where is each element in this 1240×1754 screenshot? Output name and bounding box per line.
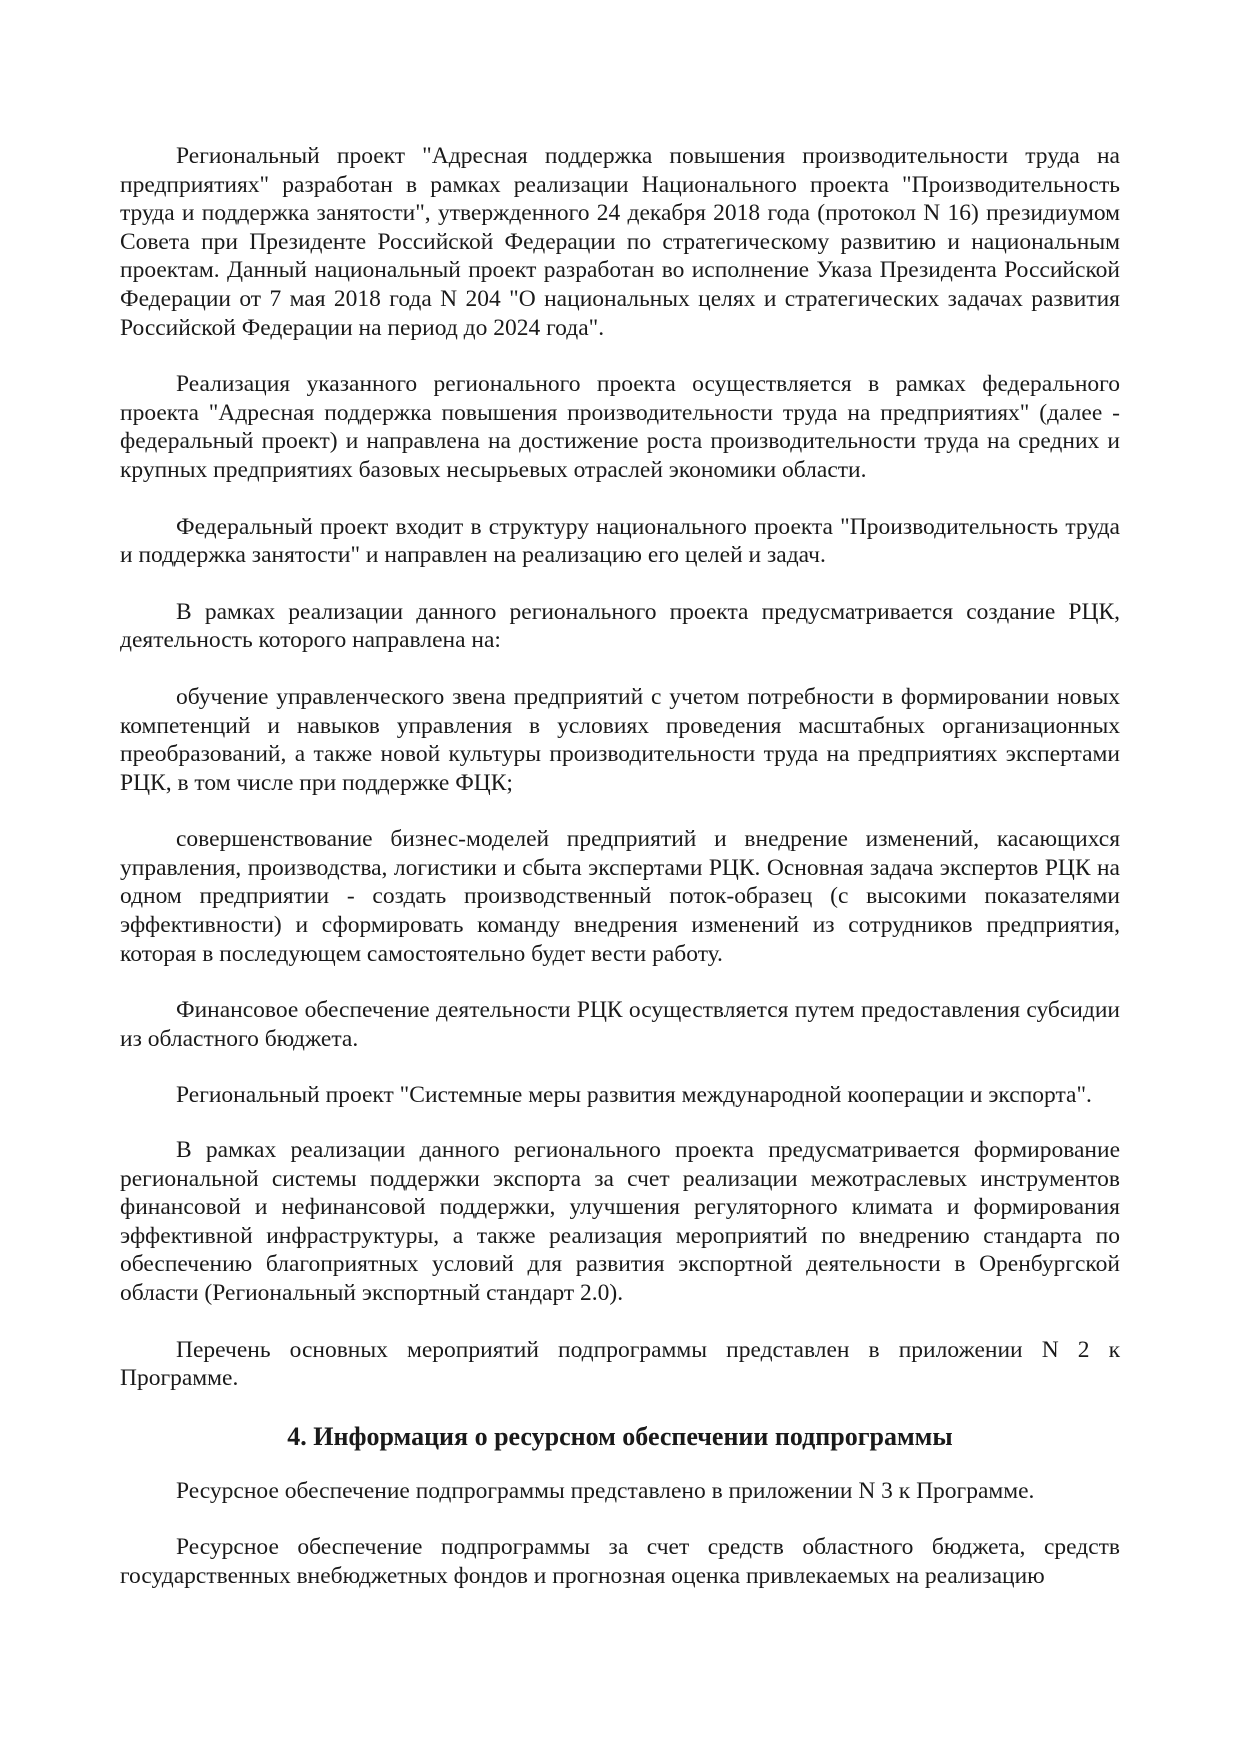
paragraph-federal-project-structure: Федеральный проект входит в структуру национального проекта "Производительность труда и поддержка занятости" и направлен на реализацию его целей и задач. <box>120 513 1120 569</box>
paragraph-resource-support-budget: Ресурсное обеспечение подпрограммы за счет средств областного бюджета, средств государственных внебюджетных фондов и прогнозная оценка привлекаемых на реализацию <box>120 1534 1120 1589</box>
paragraph-rck-financing: Финансовое обеспечение деятельности РЦК осуществляется путем предоставления субсидии из областного бюджета. <box>120 997 1120 1052</box>
paragraph-export-project-title: Региональный проект "Системные меры развития международной кооперации и экспорта". <box>176 1082 1092 1109</box>
document-page <box>120 142 1120 1619</box>
section-heading-resource-support: 4. Информация о ресурсном обеспечении подпрограммы <box>287 1421 953 1451</box>
paragraph-export-support-system: В рамках реализации данного регионального проекта предусматривается формирование региональной системы поддержки экспорта за счет реализации межотраслевых инструментов финансовой и нефинансовой поддержки, улучшения регуляторного климата и формирования эффективной инфраструктуры, а также реализация мероприятий по внедрению стандарта по обеспечению благоприятных условий для развития экспортной деятельности в Оренбургской области (Региональный экспортный стандарт 2.0). <box>120 1137 1120 1306</box>
paragraph-regional-project-labor-productivity: Региональный проект "Адресная поддержка повышения производительности труда на предприятиях" разработан в рамках реализации Национального проекта "Производительность труда и поддержка занятости", утвержденного 24 декабря 2018 года (протокол N 16) президиумом Совета при Президенте Российской Федерации по стратегическому развитию и национальным проектам. Данный национальный проект разработан во исполнение Указа Президента Российской Федерации от 7 мая 2018 года N 204 "О национальных целях и стратегических задачах развития Российской Федерации на период до 2024 года". <box>120 143 1120 341</box>
paragraph-activities-list-reference: Перечень основных мероприятий подпрограммы представлен в приложении N 2 к Программе. <box>120 1336 1120 1392</box>
paragraph-federal-project-implementation: Реализация указанного регионального проекта осуществляется в рамках федерального проекта "Адресная поддержка повышения производительности труда на предприятиях" (далее - федеральный проект) и направлена на достижение роста производительности труда на средних и крупных предприятиях базовых несырьевых отраслей экономики области. <box>120 371 1120 483</box>
paragraph-resource-support-reference: Ресурсное обеспечение подпрограммы представлено в приложении N 3 к Программе. <box>176 1477 1035 1504</box>
paragraph-management-training: обучение управленческого звена предприятий с учетом потребности в формировании новых компетенций и навыков управления в условиях проведения масштабных организационных преобразований, а также новой культуры производительности труда на предприятиях экспертами РЦК, в том числе при поддержке ФЦК; <box>120 683 1120 796</box>
paragraph-rck-creation: В рамках реализации данного регионального проекта предусматривается создание РЦК, деятельность которого направлена на: <box>120 598 1120 654</box>
paragraph-business-models: совершенствование бизнес-моделей предприятий и внедрение изменений, касающихся управления, производства, логистики и сбыта экспертами РЦК. Основная задача экспертов РЦК на одном предприятии - создать производственный поток-образец (с высокими показателями эффективности) и сформировать команду внедрения изменений из сотрудников предприятия, которая в последующем самостоятельно будет вести работу. <box>120 826 1120 967</box>
